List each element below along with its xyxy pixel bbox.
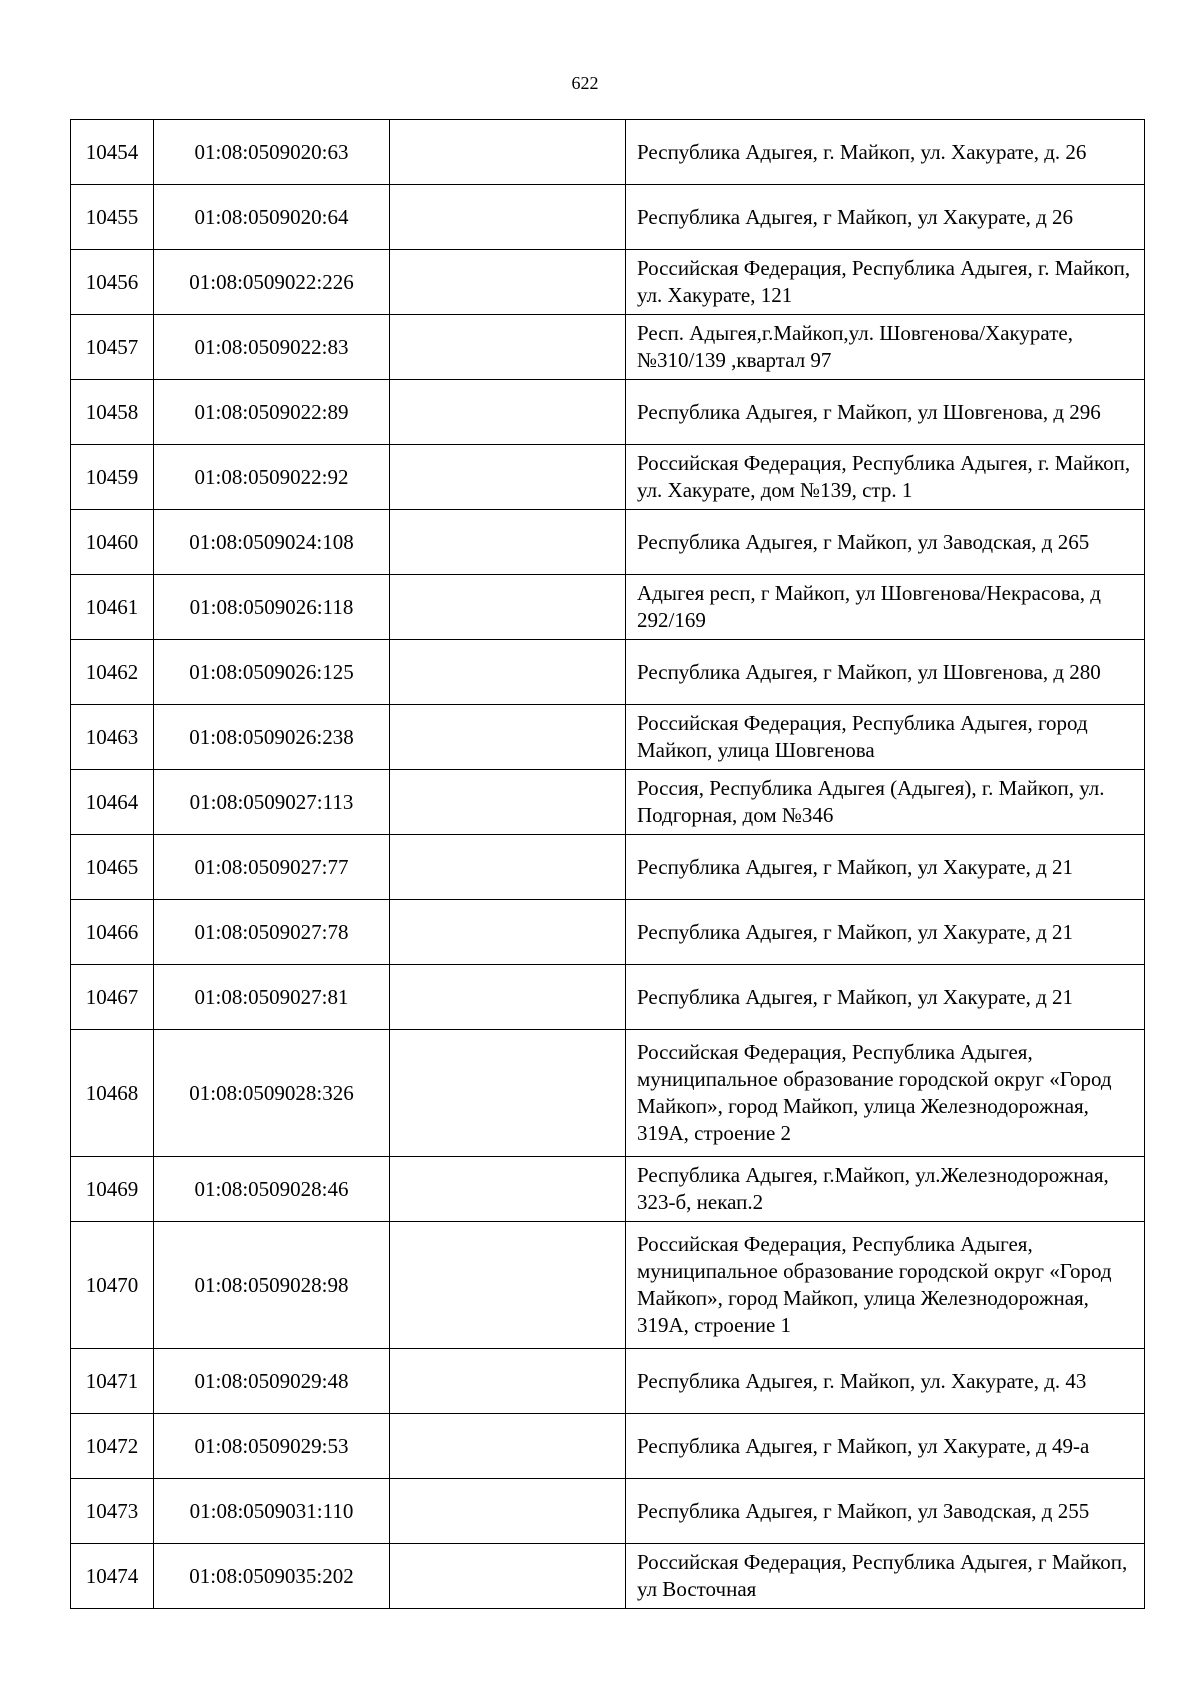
- row-number: 10461: [71, 575, 154, 640]
- cadastral-number: 01:08:0509022:92: [154, 445, 390, 510]
- cadastral-number: 01:08:0509022:89: [154, 380, 390, 445]
- table-row: [71, 640, 1145, 705]
- empty-cell: [390, 1349, 626, 1414]
- empty-cell: [390, 510, 626, 575]
- address: Республика Адыгея, г Майкоп, ул Хакурате, д 49-а: [626, 1414, 1145, 1479]
- empty-cell: [390, 1544, 626, 1609]
- table-row: [71, 185, 1145, 250]
- table-row: [71, 1544, 1145, 1609]
- registry-table: [70, 119, 1145, 1609]
- empty-cell: [390, 575, 626, 640]
- empty-cell: [390, 770, 626, 835]
- cadastral-number: 01:08:0509028:326: [154, 1030, 390, 1157]
- address: Россия, Республика Адыгея (Адыгея), г. Майкоп, ул. Подгорная, дом №346: [626, 770, 1145, 835]
- address: Республика Адыгея, г Майкоп, ул Шовгенова, д 296: [626, 380, 1145, 445]
- empty-cell: [390, 1222, 626, 1349]
- cadastral-number: 01:08:0509027:113: [154, 770, 390, 835]
- registry-table-body: [71, 120, 1145, 1609]
- table-row: [71, 900, 1145, 965]
- table-row: [71, 1349, 1145, 1414]
- empty-cell: [390, 380, 626, 445]
- empty-cell: [390, 640, 626, 705]
- table-row: [71, 1030, 1145, 1157]
- empty-cell: [390, 185, 626, 250]
- row-number: 10465: [71, 835, 154, 900]
- address: Российская Федерация, Республика Адыгея, г Майкоп, ул Восточная: [626, 1544, 1145, 1609]
- cadastral-number: 01:08:0509035:202: [154, 1544, 390, 1609]
- table-row: [71, 445, 1145, 510]
- empty-cell: [390, 120, 626, 185]
- row-number: 10464: [71, 770, 154, 835]
- cadastral-number: 01:08:0509027:78: [154, 900, 390, 965]
- address: Республика Адыгея, г Майкоп, ул Хакурате, д 26: [626, 185, 1145, 250]
- cadastral-number: 01:08:0509020:64: [154, 185, 390, 250]
- table-row: [71, 1414, 1145, 1479]
- address: Российская Федерация, Республика Адыгея, муниципальное образование городской округ «Город Майкоп», город Майкоп, улица Железнодорожная, 319А, строение 2: [626, 1030, 1145, 1157]
- row-number: 10472: [71, 1414, 154, 1479]
- row-number: 10469: [71, 1157, 154, 1222]
- address: Российская Федерация, Республика Адыгея, г. Майкоп, ул. Хакурате, дом №139, стр. 1: [626, 445, 1145, 510]
- empty-cell: [390, 900, 626, 965]
- address: Республика Адыгея, г Майкоп, ул Хакурате, д 21: [626, 900, 1145, 965]
- empty-cell: [390, 965, 626, 1030]
- cadastral-number: 01:08:0509020:63: [154, 120, 390, 185]
- address: Республика Адыгея, г.Майкоп, ул.Железнодорожная, 323-б, некап.2: [626, 1157, 1145, 1222]
- row-number: 10460: [71, 510, 154, 575]
- row-number: 10467: [71, 965, 154, 1030]
- address: Республика Адыгея, г. Майкоп, ул. Хакурате, д. 43: [626, 1349, 1145, 1414]
- empty-cell: [390, 1030, 626, 1157]
- table-row: [71, 1157, 1145, 1222]
- empty-cell: [390, 835, 626, 900]
- empty-cell: [390, 445, 626, 510]
- table-row: [71, 965, 1145, 1030]
- cadastral-number: 01:08:0509026:125: [154, 640, 390, 705]
- row-number: 10470: [71, 1222, 154, 1349]
- cadastral-number: 01:08:0509029:48: [154, 1349, 390, 1414]
- cadastral-number: 01:08:0509027:77: [154, 835, 390, 900]
- row-number: 10455: [71, 185, 154, 250]
- address: Российская Федерация, Республика Адыгея, г. Майкоп, ул. Хакурате, 121: [626, 250, 1145, 315]
- table-row: [71, 705, 1145, 770]
- table-row: [71, 510, 1145, 575]
- row-number: 10468: [71, 1030, 154, 1157]
- empty-cell: [390, 315, 626, 380]
- empty-cell: [390, 1157, 626, 1222]
- address: Республика Адыгея, г Майкоп, ул Хакурате, д 21: [626, 965, 1145, 1030]
- table-row: [71, 315, 1145, 380]
- table-row: [71, 250, 1145, 315]
- cadastral-number: 01:08:0509027:81: [154, 965, 390, 1030]
- address: Республика Адыгея, г Майкоп, ул Шовгенова, д 280: [626, 640, 1145, 705]
- address: Адыгея респ, г Майкоп, ул Шовгенова/Некрасова, д 292/169: [626, 575, 1145, 640]
- row-number: 10456: [71, 250, 154, 315]
- cadastral-number: 01:08:0509026:238: [154, 705, 390, 770]
- table-row: [71, 770, 1145, 835]
- table-row: [71, 1222, 1145, 1349]
- row-number: 10457: [71, 315, 154, 380]
- table-row: [71, 575, 1145, 640]
- cadastral-number: 01:08:0509031:110: [154, 1479, 390, 1544]
- address: Республика Адыгея, г Майкоп, ул Заводская, д 265: [626, 510, 1145, 575]
- empty-cell: [390, 705, 626, 770]
- table-row: [71, 1479, 1145, 1544]
- cadastral-number: 01:08:0509024:108: [154, 510, 390, 575]
- address: Республика Адыгея, г Майкоп, ул Хакурате, д 21: [626, 835, 1145, 900]
- empty-cell: [390, 250, 626, 315]
- row-number: 10458: [71, 380, 154, 445]
- table-row: [71, 120, 1145, 185]
- table-row: [71, 835, 1145, 900]
- address: Российская Федерация, Республика Адыгея, муниципальное образование городской округ «Город Майкоп», город Майкоп, улица Железнодорожная, 319А, строение 1: [626, 1222, 1145, 1349]
- cadastral-number: 01:08:0509022:83: [154, 315, 390, 380]
- empty-cell: [390, 1414, 626, 1479]
- row-number: 10466: [71, 900, 154, 965]
- cadastral-number: 01:08:0509029:53: [154, 1414, 390, 1479]
- page-number: 622: [571, 73, 599, 93]
- table-row: [71, 380, 1145, 445]
- row-number: 10462: [71, 640, 154, 705]
- address: Республика Адыгея, г. Майкоп, ул. Хакурате, д. 26: [626, 120, 1145, 185]
- row-number: 10463: [71, 705, 154, 770]
- row-number: 10473: [71, 1479, 154, 1544]
- cadastral-number: 01:08:0509022:226: [154, 250, 390, 315]
- row-number: 10474: [71, 1544, 154, 1609]
- address: Республика Адыгея, г Майкоп, ул Заводская, д 255: [626, 1479, 1145, 1544]
- empty-cell: [390, 1479, 626, 1544]
- row-number: 10471: [71, 1349, 154, 1414]
- row-number: 10459: [71, 445, 154, 510]
- cadastral-number: 01:08:0509028:46: [154, 1157, 390, 1222]
- cadastral-number: 01:08:0509028:98: [154, 1222, 390, 1349]
- row-number: 10454: [71, 120, 154, 185]
- address: Респ. Адыгея,г.Майкоп,ул. Шовгенова/Хакурате, №310/139 ,квартал 97: [626, 315, 1145, 380]
- address: Российская Федерация, Республика Адыгея, город Майкоп, улица Шовгенова: [626, 705, 1145, 770]
- cadastral-number: 01:08:0509026:118: [154, 575, 390, 640]
